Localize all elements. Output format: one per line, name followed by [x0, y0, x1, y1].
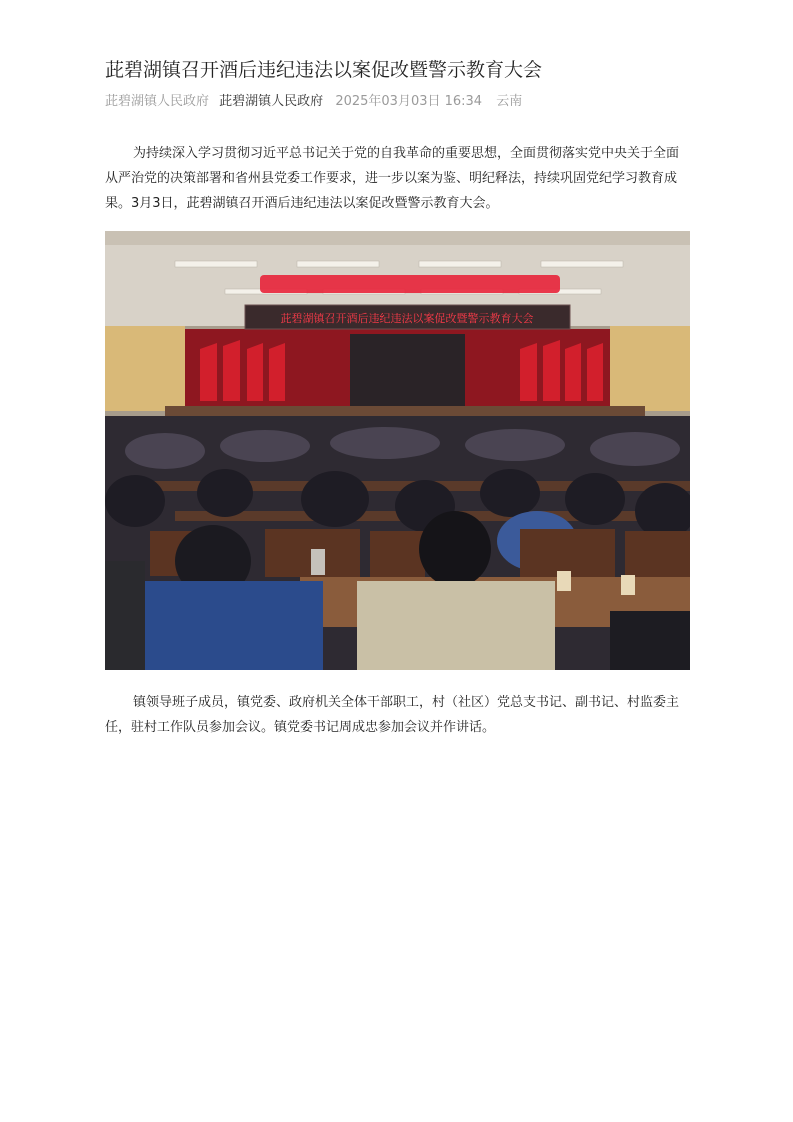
article-source[interactable]: 茈碧湖镇人民政府 — [105, 94, 210, 109]
article-paragraph-1: 为持续深入学习贯彻习近平总书记关于党的自我革命的重要思想，全面贯彻落实党中央关于全面从严治党的决策部署和省州县党委工作要求，进一步以案为鉴、明纪释法，持续巩固党纪学习教育成果。3月3日，茈碧湖镇召开酒后违纪违法以案促改暨警示教育大会。 — [105, 146, 680, 211]
article-meta — [105, 93, 528, 111]
article-paragraph-2: 镇领导班子成员，镇党委、政府机关全体干部职工，村（社区）党总支书记、副书记、村监委主任，驻村工作队员参加会议。镇党委书记周成忠参加会议并作讲话。 — [105, 695, 680, 735]
banner-text: 茈碧湖镇召开酒后违纪违法以案促改暨警示教育大会 — [280, 312, 534, 325]
publish-time: 2025年03月03日 16:34 — [335, 94, 483, 109]
article-title: 茈碧湖镇召开酒后违纪违法以案促改暨警示教育大会 — [105, 59, 543, 81]
meeting-photo — [105, 231, 690, 670]
publish-region: 云南 — [496, 94, 523, 109]
publisher-account[interactable]: 茈碧湖镇人民政府 — [219, 94, 324, 109]
